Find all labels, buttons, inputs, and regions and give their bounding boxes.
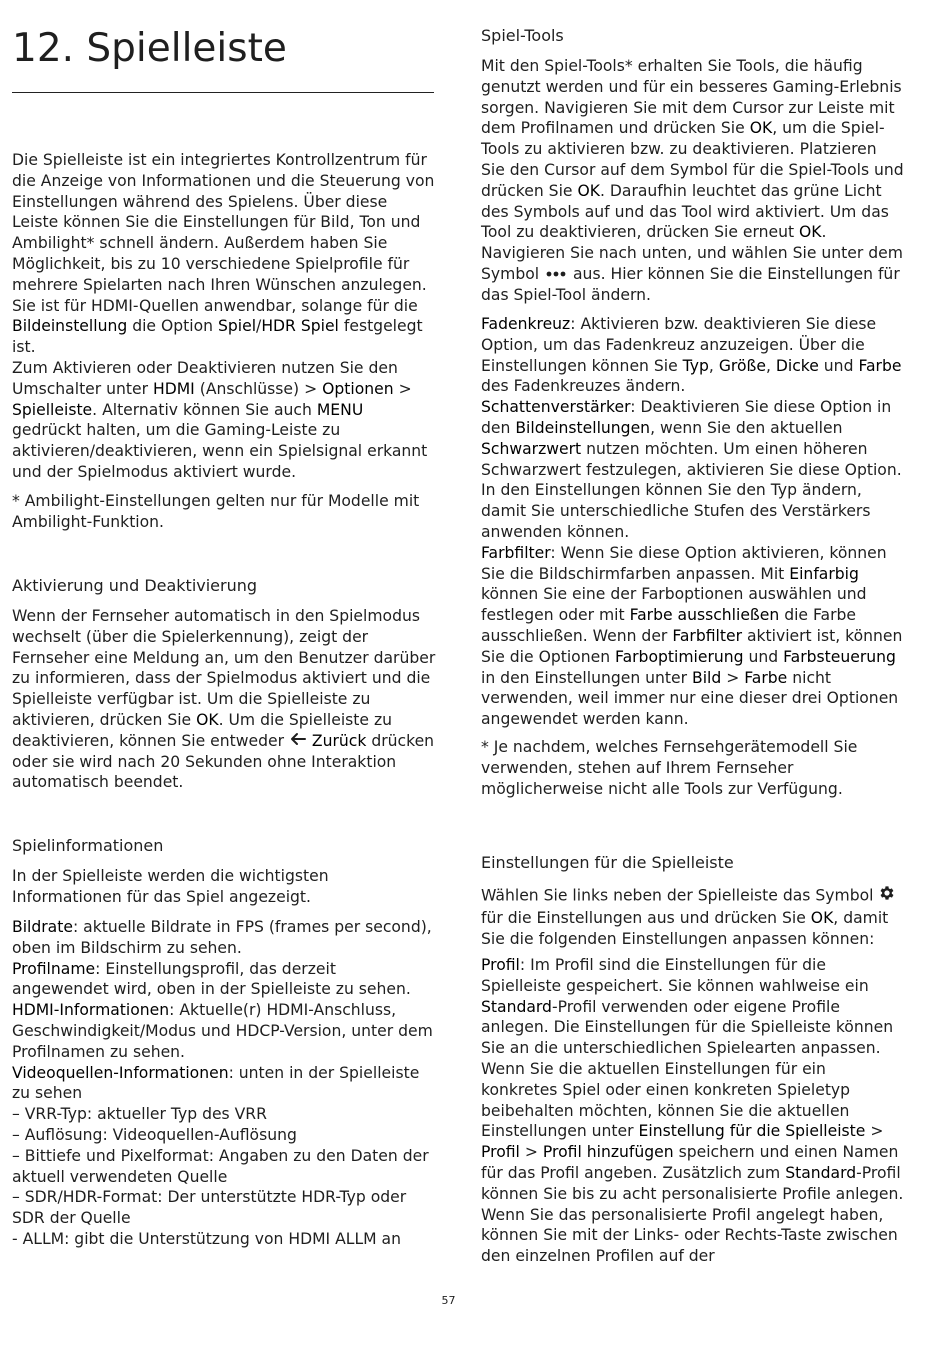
tools-heading: Spiel-Tools — [481, 26, 564, 45]
activation-heading: Aktivierung und Deaktivierung — [12, 576, 258, 595]
tools-details: Fadenkreuz: Aktivieren bzw. deaktivieren Sie diese Option, um das Fadenkreuz anzuzeigen. Über die Einstellungen können Sie Typ, Größe, Dicke und Farbe des Fadenkreuzes ändern. Schattenverstärker: Deaktivieren Sie diese Option in den Bildeinstellungen, wenn Sie den aktuellen Schwarzwert nutzen möchten. Um einen höheren Schwarzwert festzulegen, aktivieren Sie diese Option. In den Einstellungen können Sie den Typ ändern, damit Sie unterschiedliche Stufen des Verstärkers anwenden können. Farbfilter: Wenn Sie diese Option aktivieren, können Sie die Bildschirmfarben anpassen. Mit Einfarbig können Sie eine der Farboptionen auswählen und festlegen oder mit Farbe ausschließen die Farbe ausschließen. Wenn der Farbfilter aktiviert ist, können Sie die Optionen Farboptimierung und Farbsteuerung in den Einstellungen unter Bild > Farbe nicht verwenden, weil immer nur eine dieser drei Optionen angewendet werden kann. — [481, 315, 903, 729]
more-dots-icon — [544, 264, 568, 285]
ambilight-footnote: * Ambilight-Einstellungen gelten nur für Modelle mit Ambilight-Funktion. — [12, 492, 420, 531]
settings-paragraph: Wählen Sie links neben der Spielleiste das Symbol für die Einstellungen aus und drücken Sie OK, damit Sie die folgenden Einstellungen anpassen können: — [481, 884, 905, 949]
tools-paragraph: Mit den Spiel-Tools* erhalten Sie Tools, die häufig genutzt werden und für ein besseres Gaming-Erlebnis sorgen. Navigieren Sie mit dem Cursor zur Leiste mit dem Profilnamen und drücken Sie OK, um die Spiel-Tools zu aktivieren bzw. zu deaktivieren. Platzieren Sie den Cursor auf dem Symbol für die Spiel-Tools und drücken Sie OK. Daraufhin leuchtet das grüne Licht des Symbols auf und das Tool wird aktiviert. Um das Tool zu deaktivieren, drücken Sie erneut OK. Navigieren Sie nach unten, und wählen Sie unter dem Symbol aus. Hier können Sie die Einstellungen für das Spiel-Tool ändern. — [481, 57, 904, 304]
profile-paragraph: Profil: Im Profil sind die Einstellungen für die Spielleiste gespeichert. Sie können wahlweise ein Standard-Profil verwenden oder eigene Profile anlegen. Die Einstellungen für die Spielleiste können Sie an die unterschiedlichen Spielearten anpassen. Wenn Sie die aktuellen Einstellungen für ein konkretes Spiel oder einen konkreten Spieletyp beibehalten möchten, können Sie die aktuellen Einstellungen unter Einstellung für die Spielleiste > Profil > Profil hinzufügen speichern und einen Namen für das Profil angeben. Zusätzlich zum Standard-Profil können Sie bis zu acht personalisierte Profile anlegen. Wenn Sie das personalisierte Profil angelegt haben, können Sie mit der Links- oder Rechts-Taste zwischen den einzelnen Profilen auf der — [481, 956, 904, 1266]
tools-footnote: * Je nachdem, welches Fernsehgerätemodell Sie verwenden, stehen auf Ihrem Fernseher möglicherweise nicht alle Tools zur Verfügung. — [481, 738, 858, 798]
page-title: 12. Spielleiste — [12, 26, 287, 71]
list-item: - ALLM: gibt die Unterstützung von HDMI ALLM an — [12, 1229, 401, 1248]
list-item: – VRR-Typ: aktueller Typ des VRR — [12, 1105, 267, 1124]
intro-paragraph: Die Spielleiste ist ein integriertes Kontrollzentrum für die Anzeige von Informationen und die Steuerung von Einstellungen während des Spielens. Über diese Leiste können Sie die Einstellungen für Bild, Ton und Ambilight* schnell ändern. Außerdem haben Sie Möglichkeit, bis zu 10 verschiedene Spielprofile für mehrere Spielarten nach Ihren Wünschen anzulegen. Sie ist für HDMI-Quellen anwendbar, solange für die Bildeinstellung die Option Spiel/HDR Spiel festgelegt ist. Zum Aktivieren oder Deaktivieren nutzen Sie den Umschalter unter HDMI (Anschlüsse) > Optionen > Spielleiste. Alternativ können Sie auch MENU gedrückt halten, um die Gaming-Leiste zu aktivieren/deaktivieren, wenn ein Spielsignal erkannt und der Spielmodus aktiviert wurde. — [12, 151, 435, 481]
activation-paragraph: Wenn der Fernseher automatisch in den Spielmodus wechselt (über die Spielerkennung), zeigt der Fernseher eine Meldung an, um den Benutzer darüber zu informieren, dass der Spielmodus aktiviert und die Spielleiste verfügbar ist. Um die Spielleiste zu aktivieren, drücken Sie OK. Um die Spielleiste zu deaktivieren, können Sie entweder Zurück drücken oder sie wird nach 20 Sekunden ohne Interaktion automatisch beendet. — [12, 607, 436, 792]
list-item: – SDR/HDR-Format: Der unterstützte HDR-Typ oder SDR der Quelle — [12, 1188, 407, 1228]
info-intro: In der Spielleiste werden die wichtigsten Informationen für das Spiel angezeigt. — [12, 867, 329, 906]
page-number: 57 — [441, 1294, 456, 1307]
info-details: Bildrate: aktuelle Bildrate in FPS (frames per second), oben im Bildschirm zu sehen. Profilname: Einstellungsprofil, das derzeit angewendet wird, oben in der Spielleiste zu sehen. HDMI-Informationen: Aktuelle(r) HDMI-Anschluss, Geschwindigkeit/Modus und HDCP-Version, unter dem Profilnamen zu sehen. Videoquellen-Informationen: unten in der Spielleiste zu sehen – VRR-Typ: aktueller Typ des VRR – Auflösung: Videoquellen-Auflösung – Bittiefe und Pixelformat: Angaben zu den Daten der aktuell verwendeten Quelle – SDR/HDR-Format: Der unterstützte HDR-Typ oder SDR der Quelle - ALLM: gibt die Unterstützung von HDMI ALLM an — [12, 918, 433, 1248]
info-heading: Spielinformationen — [12, 836, 164, 855]
settings-heading: Einstellungen für die Spielleiste — [481, 853, 734, 872]
gear-icon — [878, 884, 896, 908]
list-item: – Auflösung: Videoquellen-Auflösung — [12, 1125, 297, 1144]
arrow-left-icon — [289, 731, 307, 752]
list-item: – Bittiefe und Pixelformat: Angaben zu den Daten der aktuell verwendeten Quelle — [12, 1146, 429, 1186]
title-divider — [12, 92, 434, 93]
